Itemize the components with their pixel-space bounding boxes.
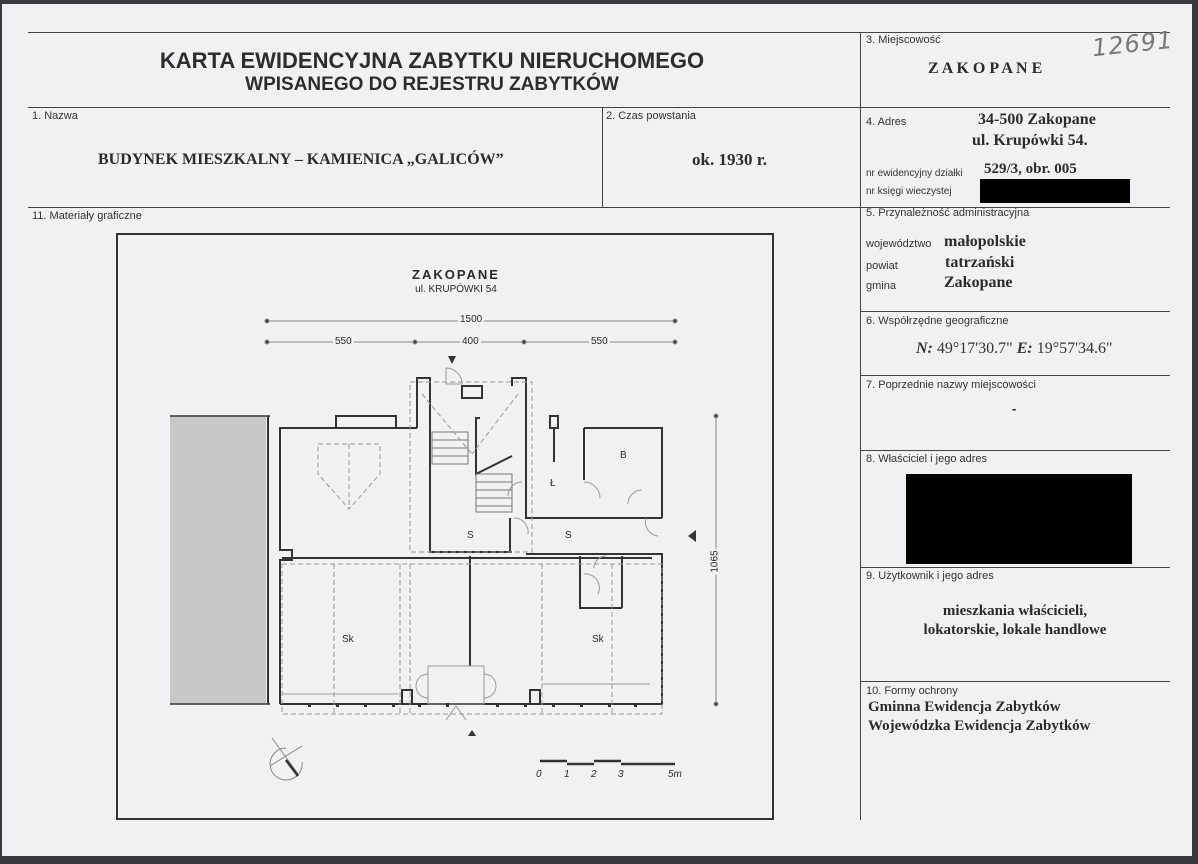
dzialka-value: 529/3, obr. 005 <box>984 161 1077 177</box>
formy-ochrony-line2: Wojewódzka Ewidencja Zabytków <box>868 718 1091 734</box>
wspolrzedne-label: 6. Współrzędne geograficzne <box>866 315 1009 327</box>
ksiega-label: nr księgi wieczystej <box>866 186 952 197</box>
e-label: E: <box>1016 340 1033 357</box>
poprzednie-value: - <box>1012 401 1017 416</box>
room-s-2: S <box>565 530 572 541</box>
handwritten-number: 12691 <box>1090 25 1175 63</box>
materialy-label: 11. Materiały graficzne <box>32 210 142 222</box>
adres-line1: 34-500 Zakopane <box>978 111 1096 128</box>
e-value: 19°57'34.6" <box>1036 340 1113 357</box>
dim-depth: 1065 <box>709 550 721 573</box>
przynaleznosc-label: 5. Przynależność administracyjna <box>866 207 1030 219</box>
gmina-label: gmina <box>866 280 896 292</box>
room-s-1: S <box>467 530 474 541</box>
wojewodztwo-label: województwo <box>866 238 932 250</box>
uzytkownik-label: 9. Użytkownik i jego adres <box>866 570 994 582</box>
czas-label: 2. Czas powstania <box>606 110 696 122</box>
nazwa-value: BUDYNEK MIESZKALNY – KAMIENICA „GALICÓW” <box>98 151 504 168</box>
card-title: KARTA EWIDENCYJNA ZABYTKU NIERUCHOMEGO <box>159 48 705 73</box>
dim-total: 1500 <box>460 314 483 325</box>
dzialka-label: nr ewidencyjny działki <box>866 168 963 179</box>
plan-subtitle: ul. KRUPÓWKI 54 <box>415 284 497 295</box>
floor-plan <box>2 4 1192 856</box>
scale-2: 2 <box>591 769 597 780</box>
powiat-value: tatrzański <box>945 254 1015 271</box>
miejscowosc-label: 3. Miejscowość <box>866 34 941 46</box>
gmina-value: Zakopane <box>944 274 1013 291</box>
wlasciciel-label: 8. Właściciel i jego adres <box>866 453 988 465</box>
n-label: N: <box>916 340 933 357</box>
dim-left: 550 <box>335 336 352 347</box>
record-card <box>2 4 1192 856</box>
scale-5m: 5m <box>668 769 682 780</box>
dim-mid: 400 <box>462 336 479 347</box>
powiat-label: powiat <box>866 260 898 272</box>
room-sk-2: Sk <box>592 634 604 645</box>
wojewodztwo-value: małopolskie <box>944 233 1026 250</box>
miejscowosc-value: Z A K O P A N E <box>928 60 1043 77</box>
adres-label: 4. Adres <box>866 116 907 128</box>
room-lazienka: Ł <box>550 478 556 489</box>
scale-0: 0 <box>536 769 542 780</box>
room-b: B <box>620 450 627 461</box>
nazwa-label: 1. Nazwa <box>32 110 78 122</box>
card-subtitle: WPISANEGO DO REJESTRU ZABYTKÓW <box>245 74 619 95</box>
plan-title: ZAKOPANE <box>412 267 500 282</box>
dim-right: 550 <box>591 336 608 347</box>
scale-1: 1 <box>564 769 570 780</box>
poprzednie-label: 7. Poprzednie nazwy miejscowości <box>866 379 1036 391</box>
czas-value: ok. 1930 r. <box>692 150 767 169</box>
scale-3: 3 <box>618 769 624 780</box>
formy-ochrony-line1: Gminna Ewidencja Zabytków <box>868 699 1061 715</box>
adres-line2: ul. Krupówki 54. <box>972 132 1088 149</box>
room-sk-1: Sk <box>342 634 354 645</box>
uzytkownik-line1: mieszkania właścicieli, <box>942 603 1088 619</box>
formy-ochrony-label: 10. Formy ochrony <box>866 685 958 697</box>
n-value: 49°17'30.7" <box>936 340 1013 357</box>
uzytkownik-line2: lokatorskie, lokale handlowe <box>923 622 1107 638</box>
